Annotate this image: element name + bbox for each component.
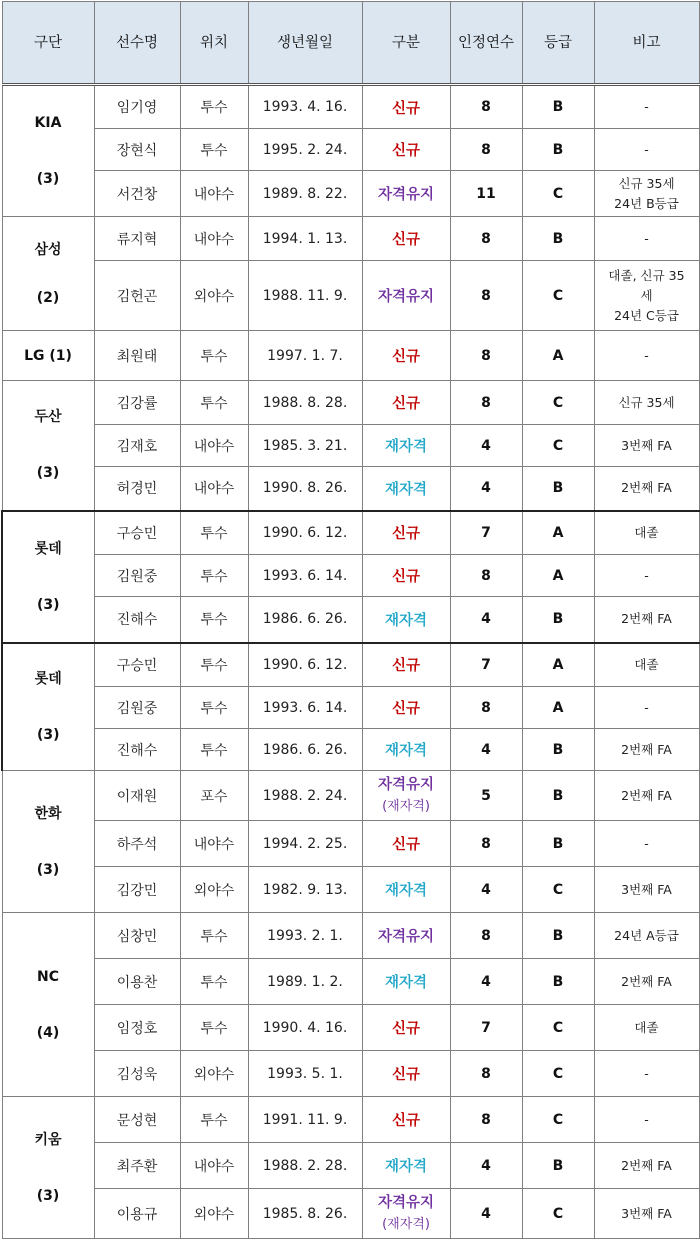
remarks-line: 2번째 FA [621, 741, 672, 757]
category-label: 자격유지 [377, 776, 435, 793]
player-birthdate: 1993. 5. 1. [248, 1051, 362, 1097]
player-category: 신규 [362, 821, 450, 867]
player-name: 구승민 [94, 643, 180, 687]
team-cell [2, 511, 94, 643]
player-remarks [594, 171, 699, 217]
team-player-count: (3) [36, 861, 60, 878]
team-player-count: (3) [36, 465, 60, 482]
player-remarks [594, 597, 699, 643]
header-position: 위치 [180, 2, 248, 85]
player-recognized-years: 8 [450, 217, 522, 261]
player-grade: A [522, 643, 594, 687]
remarks-line: - [644, 230, 649, 246]
remarks-line: 대졸, 신규 35 [608, 267, 685, 283]
player-grade: B [522, 85, 594, 129]
category-sub-label: (재자격) [382, 1216, 430, 1232]
player-remarks [594, 1051, 699, 1097]
player-category: 신규 [362, 1097, 450, 1143]
player-category: 신규 [362, 555, 450, 597]
team-name: 롯데 [34, 540, 62, 557]
remarks-line: 3번째 FA [621, 437, 672, 453]
player-recognized-years: 8 [450, 821, 522, 867]
player-birthdate: 1993. 4. 16. [248, 85, 362, 129]
team-cell [2, 331, 94, 381]
remarks-line: 신규 35세 [618, 394, 675, 410]
player-name: 구승민 [94, 511, 180, 555]
player-birthdate: 1993. 2. 1. [248, 913, 362, 959]
player-position: 포수 [180, 771, 248, 821]
player-birthdate: 1988. 2. 28. [248, 1143, 362, 1189]
player-recognized-years: 8 [450, 331, 522, 381]
team-cell [2, 1097, 94, 1239]
header-remarks: 비고 [594, 2, 699, 85]
player-remarks [594, 217, 699, 261]
player-recognized-years: 7 [450, 1005, 522, 1051]
player-category: 자격유지 [362, 913, 450, 959]
player-remarks [594, 959, 699, 1005]
player-birthdate: 1985. 3. 21. [248, 425, 362, 467]
player-grade: B [522, 597, 594, 643]
player-remarks [594, 643, 699, 687]
player-position: 내야수 [180, 425, 248, 467]
player-remarks [594, 687, 699, 729]
table-row [2, 171, 699, 217]
player-category: 재자격 [362, 467, 450, 511]
player-birthdate: 1985. 8. 26. [248, 1189, 362, 1239]
player-recognized-years: 4 [450, 597, 522, 643]
table-row [2, 821, 699, 867]
player-grade: C [522, 1005, 594, 1051]
table-row [2, 1143, 699, 1189]
player-birthdate: 1994. 2. 25. [248, 821, 362, 867]
player-grade: C [522, 425, 594, 467]
player-grade: C [522, 1051, 594, 1097]
player-name: 이용규 [94, 1189, 180, 1239]
player-remarks [594, 85, 699, 129]
team-cell [2, 643, 94, 771]
player-name: 진해수 [94, 597, 180, 643]
player-birthdate: 1991. 11. 9. [248, 1097, 362, 1143]
player-remarks [594, 381, 699, 425]
team-cell [2, 381, 94, 511]
player-name: 김재호 [94, 425, 180, 467]
player-recognized-years: 7 [450, 643, 522, 687]
player-recognized-years: 8 [450, 85, 522, 129]
player-recognized-years: 8 [450, 555, 522, 597]
player-category: 신규 [362, 643, 450, 687]
team-name: NC [37, 968, 59, 985]
player-remarks [594, 1143, 699, 1189]
player-recognized-years: 8 [450, 381, 522, 425]
player-recognized-years: 4 [450, 425, 522, 467]
player-remarks [594, 511, 699, 555]
remarks-line: 세 [640, 287, 653, 303]
player-recognized-years: 8 [450, 1097, 522, 1143]
table-row [2, 729, 699, 771]
category-sub-label: (재자격) [382, 798, 430, 814]
player-position: 외야수 [180, 867, 248, 913]
player-grade: A [522, 511, 594, 555]
player-position: 투수 [180, 687, 248, 729]
player-name: 김원중 [94, 687, 180, 729]
player-category: 재자격 [362, 1143, 450, 1189]
player-birthdate: 1988. 2. 24. [248, 771, 362, 821]
player-birthdate: 1989. 1. 2. [248, 959, 362, 1005]
player-category [362, 1189, 450, 1239]
header-grade: 등급 [522, 2, 594, 85]
player-grade: C [522, 381, 594, 425]
player-category: 재자격 [362, 729, 450, 771]
player-position: 투수 [180, 85, 248, 129]
player-remarks [594, 771, 699, 821]
table-row [2, 261, 699, 331]
player-grade: B [522, 771, 594, 821]
player-birthdate: 1997. 1. 7. [248, 331, 362, 381]
player-position: 외야수 [180, 261, 248, 331]
player-name: 서건창 [94, 171, 180, 217]
team-player-count: (2) [36, 289, 60, 306]
table-row [2, 381, 699, 425]
player-remarks [594, 555, 699, 597]
player-grade: B [522, 729, 594, 771]
remarks-line: - [644, 347, 649, 363]
player-position: 내야수 [180, 1143, 248, 1189]
player-birthdate: 1990. 4. 16. [248, 1005, 362, 1051]
table-row [2, 425, 699, 467]
player-grade: A [522, 687, 594, 729]
player-grade: C [522, 171, 594, 217]
team-cell [2, 217, 94, 331]
player-category: 신규 [362, 381, 450, 425]
player-grade: C [522, 261, 594, 331]
player-category: 재자격 [362, 597, 450, 643]
player-name: 심창민 [94, 913, 180, 959]
team-player-count: (3) [36, 726, 60, 743]
player-recognized-years: 8 [450, 1051, 522, 1097]
remarks-line: 대졸 [634, 656, 659, 672]
player-birthdate: 1986. 6. 26. [248, 729, 362, 771]
player-grade: B [522, 467, 594, 511]
player-category: 신규 [362, 217, 450, 261]
table-row [2, 959, 699, 1005]
table-row [2, 217, 699, 261]
player-remarks [594, 261, 699, 331]
player-category: 자격유지 [362, 171, 450, 217]
remarks-line: - [644, 699, 649, 715]
player-grade: A [522, 331, 594, 381]
player-position: 내야수 [180, 467, 248, 511]
player-birthdate: 1986. 6. 26. [248, 597, 362, 643]
player-remarks [594, 867, 699, 913]
player-position: 외야수 [180, 1051, 248, 1097]
player-birthdate: 1989. 8. 22. [248, 171, 362, 217]
player-recognized-years: 4 [450, 867, 522, 913]
team-cell [2, 85, 94, 217]
player-position: 외야수 [180, 1189, 248, 1239]
player-category: 신규 [362, 687, 450, 729]
table-row [2, 511, 699, 555]
player-recognized-years: 4 [450, 1189, 522, 1239]
player-recognized-years: 4 [450, 467, 522, 511]
player-remarks [594, 1005, 699, 1051]
player-birthdate: 1982. 9. 13. [248, 867, 362, 913]
team-cell [2, 913, 94, 1097]
player-category: 신규 [362, 511, 450, 555]
player-category: 신규 [362, 129, 450, 171]
player-category: 신규 [362, 1005, 450, 1051]
header-recognized-years: 인정연수 [450, 2, 522, 85]
player-position: 투수 [180, 643, 248, 687]
remarks-line: 3번째 FA [621, 881, 672, 897]
table-row [2, 129, 699, 171]
player-name: 김성욱 [94, 1051, 180, 1097]
player-name: 류지혁 [94, 217, 180, 261]
player-birthdate: 1990. 6. 12. [248, 511, 362, 555]
player-grade: C [522, 867, 594, 913]
table-row [2, 1097, 699, 1143]
table-body [2, 85, 699, 1239]
table-row [2, 643, 699, 687]
player-remarks [594, 425, 699, 467]
player-recognized-years: 4 [450, 729, 522, 771]
header-category: 구분 [362, 2, 450, 85]
team-name: 삼성 [34, 241, 62, 258]
table-row [2, 867, 699, 913]
player-grade: B [522, 1143, 594, 1189]
player-grade: B [522, 821, 594, 867]
remarks-line: 24년 A등급 [614, 927, 679, 943]
team-player-count: (3) [36, 596, 60, 613]
player-remarks [594, 467, 699, 511]
player-recognized-years: 8 [450, 687, 522, 729]
player-name: 임기영 [94, 85, 180, 129]
player-name: 이용찬 [94, 959, 180, 1005]
remarks-line: - [644, 1065, 649, 1081]
category-label: 자격유지 [377, 1194, 435, 1211]
player-recognized-years: 8 [450, 129, 522, 171]
player-position: 투수 [180, 959, 248, 1005]
player-position: 투수 [180, 1005, 248, 1051]
table-row [2, 1051, 699, 1097]
player-position: 내야수 [180, 821, 248, 867]
table-row [2, 1005, 699, 1051]
player-grade: C [522, 1097, 594, 1143]
remarks-line: 3번째 FA [621, 1205, 672, 1221]
player-birthdate: 1995. 2. 24. [248, 129, 362, 171]
remarks-line: 2번째 FA [621, 1157, 672, 1173]
player-birthdate: 1990. 6. 12. [248, 643, 362, 687]
table-row [2, 467, 699, 511]
player-position: 투수 [180, 597, 248, 643]
remarks-line: - [644, 567, 649, 583]
player-category: 재자격 [362, 425, 450, 467]
player-name: 최원태 [94, 331, 180, 381]
player-name: 하주석 [94, 821, 180, 867]
remarks-line: 24년 B등급 [614, 195, 679, 211]
table-row [2, 85, 699, 129]
player-position: 투수 [180, 1097, 248, 1143]
player-position: 투수 [180, 129, 248, 171]
player-name: 문성현 [94, 1097, 180, 1143]
remarks-line: 대졸 [634, 1019, 659, 1035]
remarks-line: 대졸 [634, 524, 659, 540]
player-recognized-years: 7 [450, 511, 522, 555]
player-position: 투수 [180, 511, 248, 555]
player-category: 재자격 [362, 867, 450, 913]
fa-players-table [1, 1, 700, 1239]
header-row [2, 2, 699, 85]
player-remarks [594, 729, 699, 771]
player-name: 김헌곤 [94, 261, 180, 331]
player-position: 투수 [180, 913, 248, 959]
player-name: 허경민 [94, 467, 180, 511]
player-birthdate: 1988. 8. 28. [248, 381, 362, 425]
team-player-count: (3) [36, 171, 60, 187]
player-remarks [594, 913, 699, 959]
remarks-line: 2번째 FA [621, 480, 672, 496]
player-recognized-years: 11 [450, 171, 522, 217]
player-remarks [594, 1097, 699, 1143]
player-name: 진해수 [94, 729, 180, 771]
player-name: 김강민 [94, 867, 180, 913]
player-category: 신규 [362, 331, 450, 381]
table-row [2, 555, 699, 597]
team-name: 한화 [34, 805, 62, 822]
remarks-line: - [644, 1111, 649, 1127]
player-grade: B [522, 959, 594, 1005]
team-cell [2, 771, 94, 913]
player-name: 최주환 [94, 1143, 180, 1189]
player-name: 김원중 [94, 555, 180, 597]
player-grade: B [522, 913, 594, 959]
player-remarks [594, 821, 699, 867]
player-birthdate: 1988. 11. 9. [248, 261, 362, 331]
player-position: 투수 [180, 555, 248, 597]
player-grade: B [522, 217, 594, 261]
player-birthdate: 1994. 1. 13. [248, 217, 362, 261]
remarks-line: - [644, 835, 649, 851]
remarks-line: 2번째 FA [621, 973, 672, 989]
header-birthdate: 생년월일 [248, 2, 362, 85]
remarks-line: 2번째 FA [621, 787, 672, 803]
player-birthdate: 1993. 6. 14. [248, 687, 362, 729]
table-row [2, 331, 699, 381]
team-name: 두산 [34, 409, 62, 426]
player-remarks [594, 1189, 699, 1239]
remarks-line: - [644, 141, 649, 157]
player-recognized-years: 8 [450, 261, 522, 331]
player-position: 투수 [180, 729, 248, 771]
team-name: LG (1) [24, 347, 72, 364]
player-grade: B [522, 129, 594, 171]
player-name: 장현식 [94, 129, 180, 171]
team-player-count: (4) [36, 1024, 60, 1041]
table-row [2, 1189, 699, 1239]
player-remarks [594, 129, 699, 171]
player-remarks [594, 331, 699, 381]
player-category: 자격유지 [362, 261, 450, 331]
player-grade: A [522, 555, 594, 597]
player-birthdate: 1993. 6. 14. [248, 555, 362, 597]
player-name: 김강률 [94, 381, 180, 425]
header-team: 구단 [2, 2, 94, 85]
header-player-name: 선수명 [94, 2, 180, 85]
player-name: 임정호 [94, 1005, 180, 1051]
player-name: 이재원 [94, 771, 180, 821]
player-recognized-years: 5 [450, 771, 522, 821]
team-name: KIA [34, 115, 62, 131]
player-position: 내야수 [180, 171, 248, 217]
player-grade: C [522, 1189, 594, 1239]
table-row [2, 771, 699, 821]
remarks-line: 신규 35세 [618, 175, 675, 191]
player-category: 재자격 [362, 959, 450, 1005]
player-category: 신규 [362, 85, 450, 129]
player-birthdate: 1990. 8. 26. [248, 467, 362, 511]
table-row [2, 913, 699, 959]
team-name: 키움 [34, 1131, 62, 1148]
table-row [2, 687, 699, 729]
player-position: 투수 [180, 331, 248, 381]
player-position: 내야수 [180, 217, 248, 261]
player-recognized-years: 4 [450, 959, 522, 1005]
player-position: 투수 [180, 381, 248, 425]
player-recognized-years: 8 [450, 913, 522, 959]
remarks-line: 24년 C등급 [614, 307, 679, 323]
team-player-count: (3) [36, 1187, 60, 1204]
table-row [2, 597, 699, 643]
player-category [362, 771, 450, 821]
player-category: 신규 [362, 1051, 450, 1097]
player-recognized-years: 4 [450, 1143, 522, 1189]
remarks-line: - [644, 99, 649, 114]
team-name: 롯데 [34, 670, 62, 687]
remarks-line: 2번째 FA [621, 611, 672, 627]
